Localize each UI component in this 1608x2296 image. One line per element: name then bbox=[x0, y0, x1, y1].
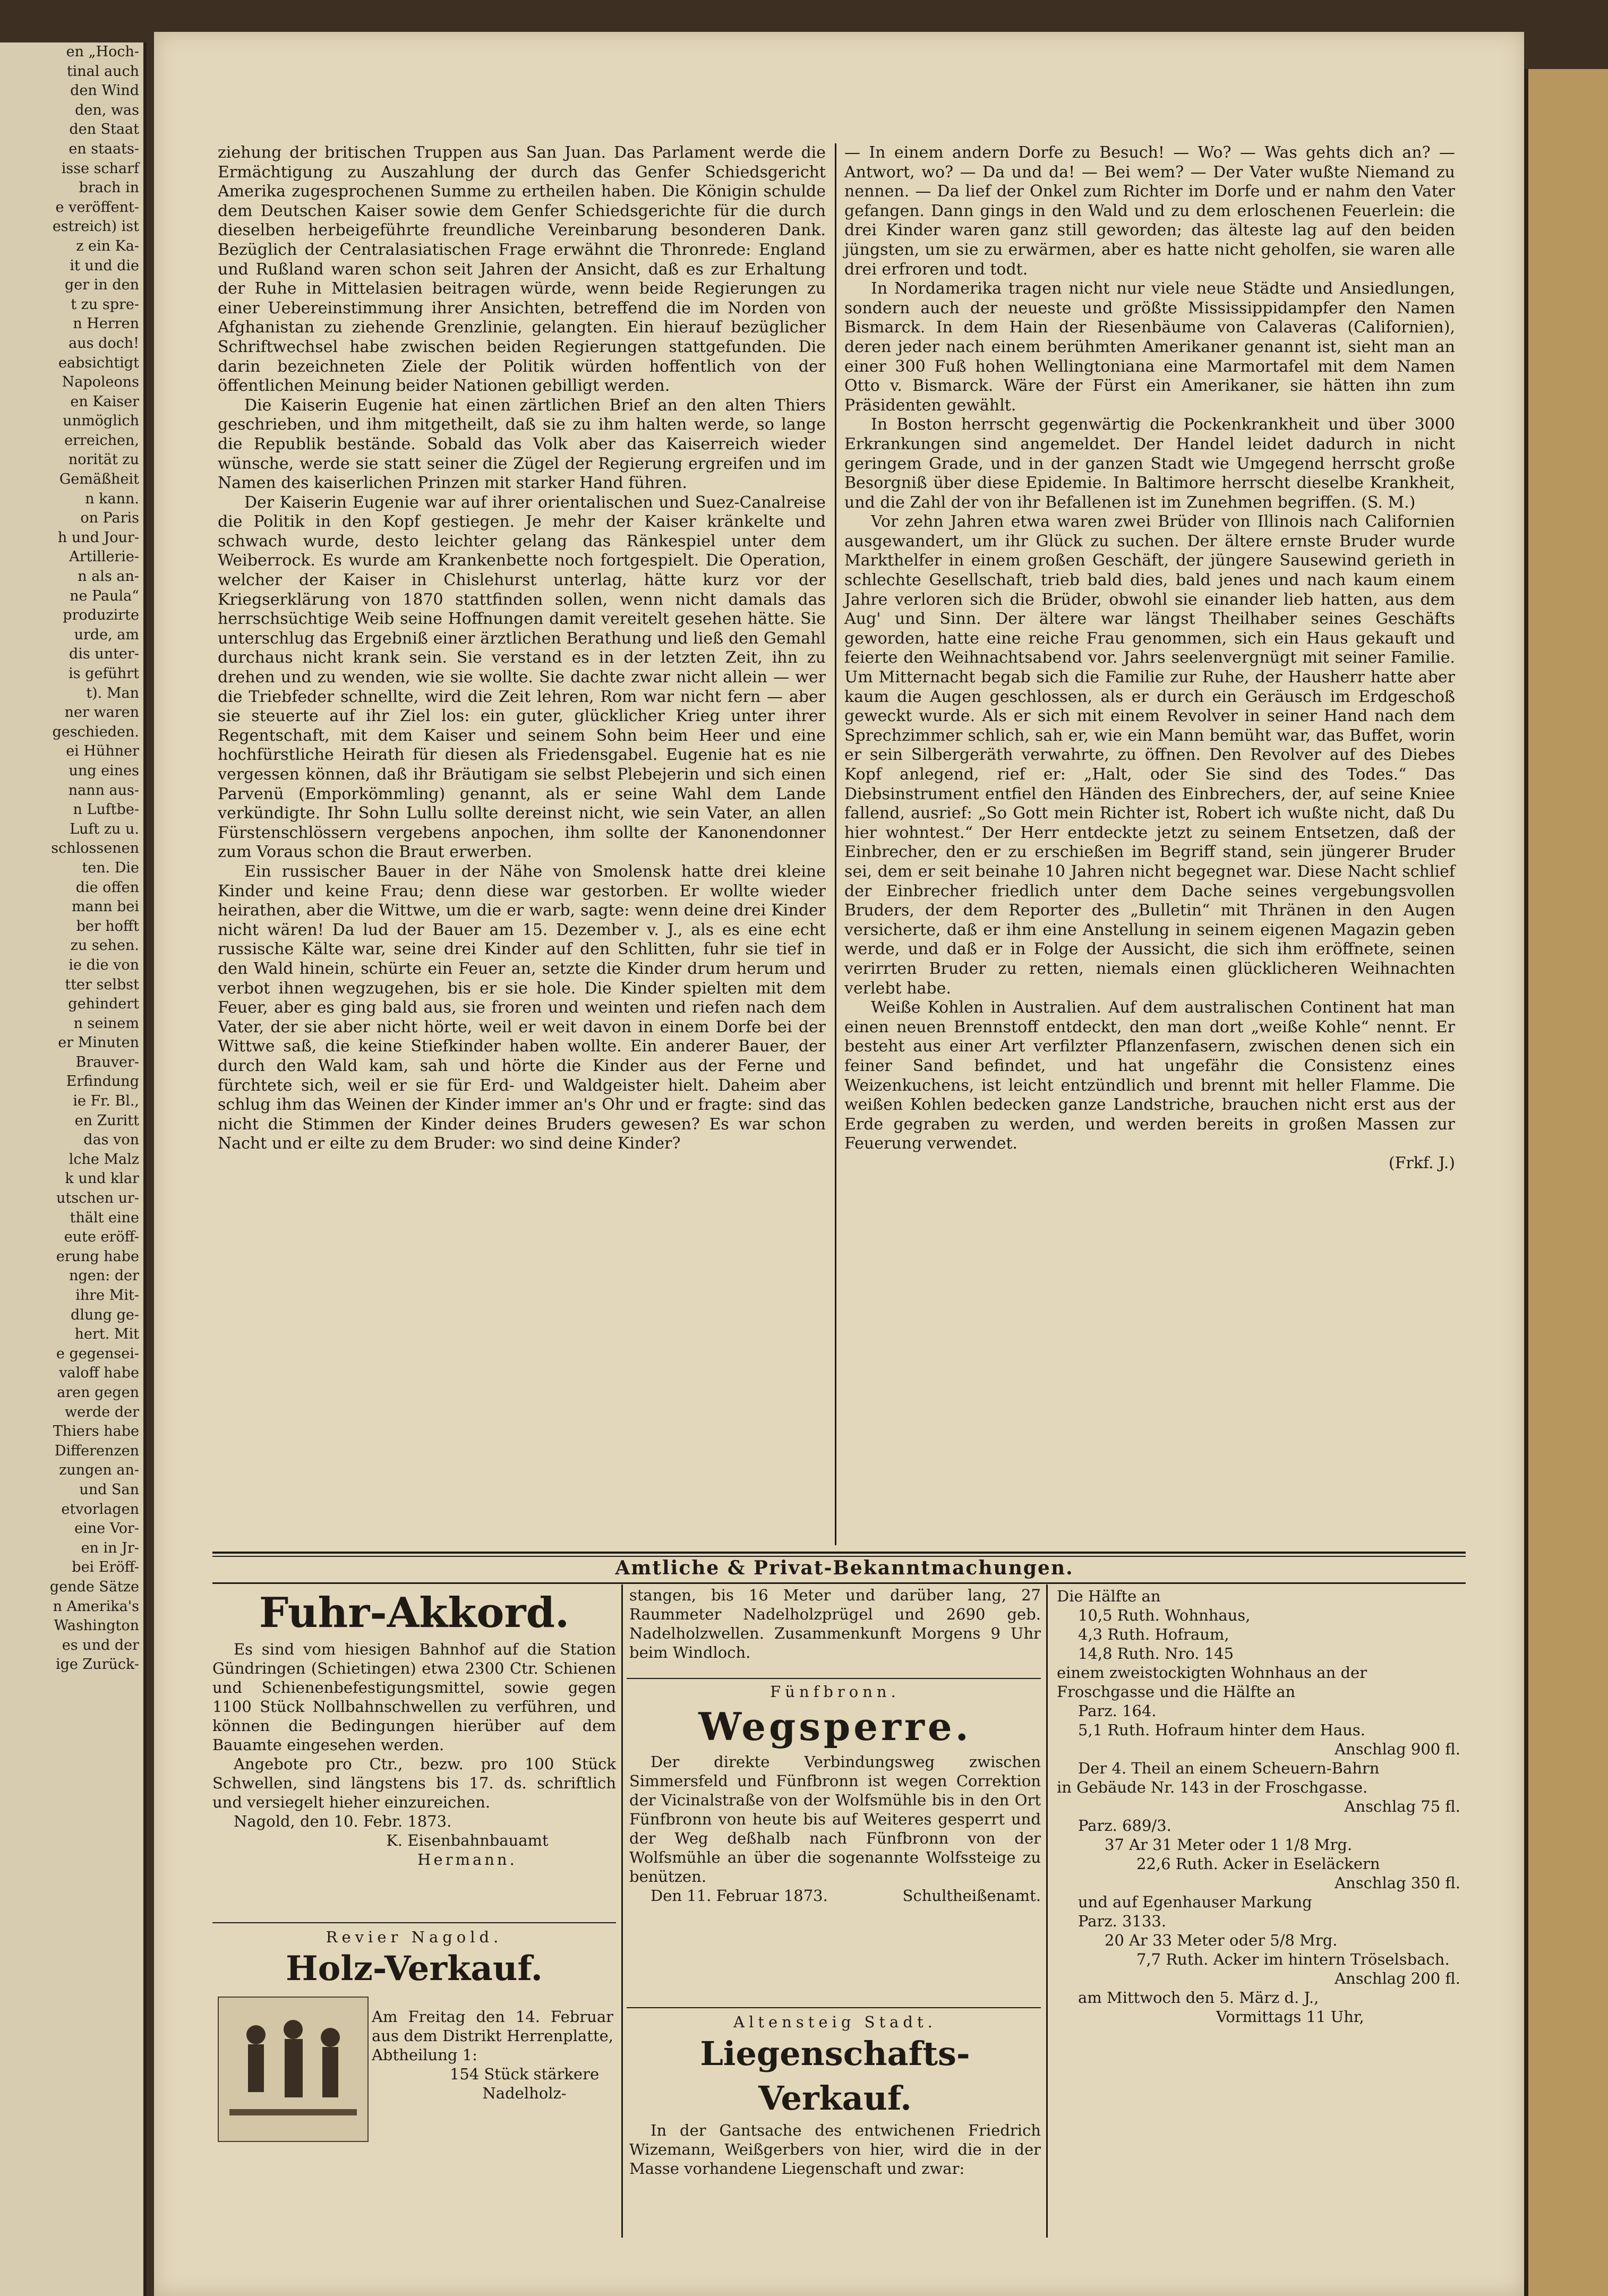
prev-page-line: n als an- bbox=[78, 568, 139, 585]
article-paragraph: Ein russischer Bauer in der Nähe von Smolensk hatte drei kleine Kinder und keine Frau; denn diese war gestorben. Er wollte wieder heirathen, aber die Wittwe, um die er warb, sagte: wenn deine drei Kinder nicht wären! Da lud der Bauer am 15. Dezember v. J., als es eine echt russische Kälte war, seine drei Kinder auf den Schlitten, fuhr sie tief in den Wald hinein, schürte ein Feuer an, setzte die Kinder drum herum und verbot ihnen wegzugehen, bis er sie hole. Die Kinder spielten mit dem Feuer, aber es ging bald aus, sie froren und weinten und riefen nach dem Vater, der sie aber nicht hörte, weil er weit davon in einem Dorfe bei der Wittwe saß, die keine Stiefkinder haben wollte. Ein anderer Bauer, der durch den Wald kam, sah und hörte die Kinder aus der Ferne und fürchtete sich, weil er sie für Erd- und Waldgeister hielt. Daheim aber schlug ihm das Weinen der Kinder immer an's Ohr und er fragte: sind das nicht die Stimmen der Kinder deines Bruders gewesen? Es war schon Nacht und er eilte zu dem Bruder: wo sind deine Kinder? bbox=[218, 862, 826, 1153]
prev-page-line: es und der bbox=[62, 1637, 139, 1654]
prev-page-line: ie die von bbox=[69, 956, 139, 973]
prev-page-line: schlossenen bbox=[51, 840, 139, 857]
ad-line: Parz. 164. bbox=[1078, 1702, 1157, 1720]
ad-liegenschaft-list bbox=[1057, 1587, 1460, 2026]
prev-page-line: die offen bbox=[75, 879, 139, 896]
prev-page-line: tinal auch bbox=[66, 63, 139, 80]
prev-page-line: Washington bbox=[54, 1617, 139, 1634]
prev-page-line: mann bei bbox=[72, 898, 139, 915]
ad-line: Anschlag 75 fl. bbox=[1344, 1797, 1460, 1815]
prev-page-line: eabsichtigt bbox=[58, 354, 139, 371]
figures-icon bbox=[219, 1998, 367, 2141]
prev-page-line: zu sehen. bbox=[70, 937, 139, 954]
prev-page-line: en Kaiser bbox=[70, 393, 139, 410]
ad-body: Angebote pro Ctr., bezw. pro 100 Stück Schwellen, sind längstens bis 17. ds. schriftlich und versiegelt hieher einzureichen. bbox=[212, 1755, 616, 1811]
ad-wegsperre bbox=[629, 1682, 1041, 1905]
prev-page-line: n seinem bbox=[73, 1015, 139, 1032]
prev-page-line: gehindert bbox=[68, 996, 139, 1013]
prev-page-line: Brauver- bbox=[75, 1053, 139, 1070]
ad-line: 7,7 Ruth. Acker im hintern Tröselsbach. bbox=[1136, 1950, 1450, 1968]
prev-page-line: und San bbox=[79, 1481, 139, 1498]
prev-page-line: gende Sätze bbox=[49, 1578, 139, 1595]
ad-column-rule bbox=[621, 1584, 623, 2238]
ad-body: Am Freitag den 14. Februar aus dem Distrikt Herrenplatte, Abtheilung 1: bbox=[372, 2008, 613, 2064]
prev-page-line: dis unter- bbox=[69, 646, 139, 663]
prev-page-line: it und die bbox=[70, 257, 139, 274]
ad-line: 5,1 Ruth. Hofraum hinter dem Haus. bbox=[1078, 1721, 1365, 1739]
prev-page-line: Artillerie- bbox=[69, 549, 139, 566]
prev-page-line: ngen: der bbox=[69, 1267, 139, 1284]
prev-page-line: werde der bbox=[64, 1403, 139, 1420]
prev-page-line: ten. Die bbox=[82, 859, 139, 876]
prev-page-line: n kann. bbox=[85, 490, 139, 507]
ad-line: Anschlag 200 fl. bbox=[1335, 1969, 1460, 1987]
prev-page-line: ner waren bbox=[64, 704, 139, 721]
prev-page-line: urde, am bbox=[74, 626, 139, 643]
article-signature: (Frkf. J.) bbox=[1388, 1153, 1455, 1172]
ad-line: Die Hälfte an bbox=[1057, 1587, 1161, 1605]
prev-page-line: tter selbst bbox=[65, 976, 139, 993]
prev-page-line: hert. Mit bbox=[74, 1326, 139, 1343]
prev-page-line: z ein Ka- bbox=[76, 237, 139, 254]
prev-page-line: ber hofft bbox=[76, 918, 139, 935]
ad-column-rule bbox=[1046, 1584, 1048, 2238]
ad-line: 4,3 Ruth. Hofraum, bbox=[1078, 1625, 1229, 1643]
ad-line: Froschgasse und die Hälfte an bbox=[1057, 1683, 1296, 1701]
ad-title: Holz-Verkauf. bbox=[286, 1949, 543, 1989]
prev-page-line: k und klar bbox=[65, 1170, 139, 1187]
ad-line: Vormittags 11 Uhr, bbox=[1216, 2008, 1364, 2026]
ad-title: Wegsperre. bbox=[698, 1704, 972, 1749]
ad-body: Der direkte Verbindungsweg zwischen Simmersfeld und Fünfbronn ist wegen Correktion der Vicinalstraße von der Wolfsmühle bis in den Ort Fünfbronn von heute bis auf Weiteres gesperrt und der Weg deßhalb nach Fünfbronn von der Wolfsmühle an über die sogenannte Wolfssteige zu benützen. bbox=[629, 1753, 1041, 1886]
prev-page-line: erreichen, bbox=[64, 432, 139, 449]
ad-title: Fuhr-Akkord. bbox=[259, 1589, 570, 1637]
prev-page-line: n Herren bbox=[73, 315, 139, 332]
prev-page-line: aren gegen bbox=[57, 1384, 139, 1401]
ad-line: 20 Ar 33 Meter oder 5/8 Mrg. bbox=[1105, 1931, 1338, 1949]
ad-date: Den 11. Februar 1873. bbox=[651, 1887, 828, 1905]
ad-place: Revier Nagold. bbox=[326, 1928, 503, 1946]
prev-page-line: norität zu bbox=[68, 451, 139, 468]
article-paragraph: In Nordamerika tragen nicht nur viele neue Städte und Ansiedlungen, sondern auch der neueste und größte Mississippidampfer den Namen Bismarck. In dem Hain der Riesenbäume von Calaveras (Californien), deren jeder nach einem berühmten Amerikaner genannt ist, sieht man an einer 300 Fuß hohen Wellingtoniana eine Marmortafel mit dem Namen Otto v. Bismarck. Wäre der Fürst ein Amerikaner, sie hätten ihn zum Präsidenten gewählt. bbox=[844, 279, 1455, 415]
article-paragraph: — In einem andern Dorfe zu Besuch! — Wo? — Was gehts dich an? — Antwort, wo? — Da und da! — Bei wem? — Der Vater wußte Niemand zu nennen. — Da lief der Onkel zum Richter im Dorfe und er nahm den Vater gefangen. Dann gings in den Wald und zu dem erloschenen Feuerlein: die drei Kinder waren ganz still geworden; das älteste lag auf den beiden jüngsten, um sie zu erwärmen, aber es hatte nicht geholfen, sie waren alle drei erfroren und todt. bbox=[844, 143, 1455, 279]
newspaper-page bbox=[154, 32, 1524, 2296]
prev-page-line: is geführt bbox=[69, 665, 139, 682]
column-left bbox=[218, 143, 826, 1154]
ad-divider bbox=[627, 2007, 1041, 2008]
article-paragraph: Der Kaiserin Eugenie war auf ihrer orientalischen und Suez-Canalreise die Politik in den Kopf gestiegen. Je mehr der Kaiser kränkelte und schwach wurde, desto leichter gelang das Ränkespiel unter dem Weiberrock. Es wurde am Krankenbette noch fortgespielt. Die Operation, welcher der Kaiser in Chislehurst unterlag, hätte kurz vor der Kriegserklärung von 1870 stattfinden sollen, wenn nicht damals das herrschsüchtige Weib seine Hoffnungen damit vereitelt gesehen hätte. Sie unterschlug das Ergebniß einer ärztlichen Berathung und ließ den Gemahl durchaus nicht krank sein. Sie verstand es in der letzten Zeit, ihn zu drehen und zu wenden, wie sie wollte. Sie dachte zwar nicht allein — wer die Triebfeder schnellte, wird die Zeit lehren, Rom war nicht fern — aber sie steuerte auf ihr Ziel los: ein guter, glücklicher Krieg unter ihrer Regentschaft, mit dem Kaiser und seinem Sohn beim Heer und eine hochfürstliche Heirath für diesen als Friedensgabel. Eugenie hat es nie vergessen können, daß ihr Bräutigam sie selbst Plebejerin und sich einen Parvenü (Emporkömmling) genannt, als er seine Wahl dem Lande verkündigte. Ihr Sohn Lullu sollte dereinst nicht, wie sein Vater, an allen Fürstenschlössern vergebens anpochen, ihm sollte der Kanonendonner zum Voraus schon die Braut erwerben. bbox=[218, 493, 826, 862]
prev-page-line: n Luftbe- bbox=[73, 801, 139, 818]
ad-liegenschaft bbox=[629, 2012, 1041, 2178]
ad-signature: Schultheißenamt. bbox=[902, 1887, 1041, 1905]
ad-place: Altensteig Stadt. bbox=[733, 2013, 937, 2031]
section-rule bbox=[212, 1552, 1466, 1554]
prev-page-line: en staats- bbox=[69, 140, 139, 157]
ad-line: 10,5 Ruth. Wohnhaus, bbox=[1078, 1606, 1251, 1624]
ad-line: Anschlag 900 fl. bbox=[1335, 1740, 1460, 1758]
woodcut-illustration bbox=[218, 1997, 369, 2142]
ad-body: stangen, bis 16 Meter und darüber lang, 27 Raummeter Nadelholzprügel und 2690 geb. Nadelholzwellen. Zusammenkunft Morgens 9 Uhr beim Windloch. bbox=[629, 1586, 1041, 1661]
prev-page-line: unmöglich bbox=[63, 413, 139, 430]
prev-page-line: brach in bbox=[79, 179, 139, 196]
prev-page-line: thält eine bbox=[70, 1209, 139, 1226]
article-paragraph: ziehung der britischen Truppen aus San Juan. Das Parlament werde die Ermächtigung zu Auszahlung der durch das Genfer Schiedsgericht Amerika zugesprochenen Summe zu ertheilen haben. Die Königin schulde dem Deutschen Kaiser sowie dem Genfer Schiedsgerichte für die durch dieselben herbeigeführte freundliche Vereinbarung besonderen Dank. Bezüglich der Centralasiatischen Frage erwähnt die Thronrede: England und Rußland waren schon seit Jahren der Ansicht, daß es zur Erhaltung der Ruhe in Mittelasien beitragen würde, wenn beide Regierungen zu einer Uebereinstimmung ihrer Ansichten, betreffend die im Norden von Afghanistan zu ziehende Grenzlinie, gelangten. Ein hierauf bezüglicher Schriftwechsel habe zwischen beiden Regierungen stattgefunden. Die darin bezeichneten Ziele der Politik würden hoffentlich von der öffentlichen Meinung beider Nationen gebilligt werden. bbox=[218, 143, 826, 396]
prev-page-line: h und Jour- bbox=[57, 529, 139, 546]
article-paragraph: Vor zehn Jahren etwa waren zwei Brüder von Illinois nach Californien ausgewandert, um ihr Glück zu suchen. Der ältere ernste Bruder wurde Markthelfer in einem großen Geschäft, der jüngere Sausewind gerieth in schlechte Gesellschaft, trieb bald dies, bald jenes und nach kaum einem Jahre verloren sich die Brüder, obwohl sie einander lieb hatten, aus dem Aug' und Sinn. Der ältere war längst Theilhaber seines Geschäfts geworden, hatte eine reiche Frau genommen, sich ein Haus gekauft und feierte den Weihnachtsabend vor. Jahrs seelenvergnügt mit seiner Familie. Um Mitternacht begab sich die Familie zur Ruhe, der Hausherr hatte aber kaum die Augen geschlossen, als er durch ein Geräusch im Erdgeschoß geweckt wurde. Als er sich mit einem Revolver in seiner Hand nach dem Sprechzimmer schlich, sah er, wie ein Mann bemüht war, das Buffet, worin er sein Silbergeräth verwahrte, zu öffnen. Den Revolver auf des Diebes Kopf anlegend, rief er: „Halt, oder Sie sind des Todes.“ Das Diebsinstrument entfiel den Händen des Einbrechers, der, auf seine Kniee fallend, ausrief: „So Gott mein Richter ist, Robert ich wußte nicht, daß Du hier wohntest.“ Der Herr entdeckte jetzt zu seinem Entsetzen, daß der Einbrecher, den er zu erschießen im Begriff stand, sein jüngerer Bruder sei, dem er seit beinahe 10 Jahren nicht begegnet war. Diese Nacht schlief der Einbrecher friedlich unter dem Dache seines vergebungsvollen Bruders, der dem Reporter des „Bulletin“ mit Thränen in den Augen versicherte, daß er ihm eine Anstellung in seinem eigenen Magazin geben werde, und daß er in Folge der Aussicht, die sich ihm eröffnete, seinen verirrten Bruder zu retten, niemals einen glücklicheren Weihnachten verlebt habe. bbox=[844, 512, 1455, 998]
prev-page-line: lche Malz bbox=[69, 1151, 139, 1168]
prev-page-line: n Amerika's bbox=[53, 1598, 139, 1615]
prev-page-line: valoff habe bbox=[59, 1365, 139, 1382]
prev-page-line: eine Vor- bbox=[74, 1520, 139, 1537]
previous-page-fragment bbox=[0, 42, 147, 2296]
prev-page-line: geschieden. bbox=[52, 723, 139, 740]
ad-footer bbox=[629, 1886, 1041, 1905]
prev-page-line: etvorlagen bbox=[61, 1501, 139, 1518]
prev-page-line: ei Hühner bbox=[66, 743, 139, 760]
ad-title: Liegenschafts-Verkauf. bbox=[700, 2034, 970, 2118]
prev-page-line: Napoleons bbox=[62, 374, 139, 391]
prev-page-line: Gemäßheit bbox=[59, 471, 139, 488]
ad-line: Parz. 689/3. bbox=[1078, 1817, 1171, 1835]
prev-page-line: ige Zurück- bbox=[55, 1656, 139, 1673]
prev-page-line: ihre Mit- bbox=[75, 1287, 139, 1304]
prev-page-line: e veröffent- bbox=[55, 199, 139, 216]
article-paragraph: Weiße Kohlen in Australien. Auf dem australischen Continent hat man einen neuen Brennstoff entdeckt, den man dort „weiße Kohle“ nennt. Er besteht aus einer Art verfilzter Pflanzenfasern, zwischen denen sich ein feiner Sand befindet, und hat ungefähr die Consistenz eines Weizenkuchens, ist leicht entzündlich und brennt mit heller Flamme. Die weißen Kohlen bedecken ganze Landstriche, brauchen nicht erst aus der Erde gegraben zu werden, und werden bereits in großen Massen zur Feuerung verwendet. bbox=[844, 998, 1455, 1153]
prev-page-line: erung habe bbox=[56, 1248, 139, 1265]
ad-line: Der 4. Theil an einem Scheuern-Bahrn bbox=[1078, 1759, 1380, 1777]
prev-page-line: isse scharf bbox=[61, 160, 139, 177]
prev-page-line: en Zuritt bbox=[74, 1112, 139, 1129]
ad-signature: Hermann. bbox=[417, 1850, 517, 1869]
prev-page-line: e gegensei- bbox=[56, 1345, 139, 1362]
ad-holz-body bbox=[372, 2007, 613, 2103]
prev-page-line: estreich) ist bbox=[52, 218, 139, 235]
ad-holz-continued bbox=[629, 1586, 1041, 1662]
prev-page-line: den Wind bbox=[70, 82, 139, 99]
prev-page-line: en in Jr- bbox=[81, 1539, 139, 1556]
ad-line: Parz. 3133. bbox=[1078, 1912, 1167, 1930]
prev-page-line: produzirte bbox=[63, 607, 139, 624]
ad-fuhr-akkord bbox=[212, 1587, 616, 1869]
section-heading: Amtliche & Privat-Bekanntmachungen. bbox=[615, 1557, 1074, 1579]
prev-page-line: nann aus- bbox=[68, 782, 139, 799]
prev-page-line: ie Fr. Bl., bbox=[73, 1093, 139, 1110]
section-heading-rule bbox=[212, 1582, 1466, 1584]
ad-divider bbox=[212, 1922, 616, 1923]
prev-page-line: Differenzen bbox=[54, 1442, 139, 1459]
ad-body: Es sind vom hiesigen Bahnhof auf die Station Gündringen (Schietingen) etwa 2300 Ctr. Schienen und Schienenbefestigungsmittel, sowie gegen 1100 Stück Nollbahnschwellen zu verführen, und können die Bedingungen hierüber auf dem Bauamte eingesehen werden. bbox=[212, 1640, 616, 1754]
ad-line: 37 Ar 31 Meter oder 1 1/8 Mrg. bbox=[1105, 1836, 1353, 1854]
prev-page-line: t zu spre- bbox=[71, 296, 139, 313]
ad-line: am Mittwoch den 5. März d. J., bbox=[1078, 1989, 1319, 2007]
ad-line: in Gebäude Nr. 143 in der Froschgasse. bbox=[1057, 1778, 1368, 1796]
ad-line: 14,8 Ruth. Nro. 145 bbox=[1078, 1644, 1234, 1663]
prev-page-line: den Staat bbox=[69, 121, 139, 138]
prev-page-line: dlung ge- bbox=[71, 1306, 139, 1323]
prev-page-line: Erfindung bbox=[66, 1073, 139, 1090]
prev-page-line: er Minuten bbox=[58, 1034, 139, 1051]
article-paragraph: In Boston herrscht gegenwärtig die Pockenkrankheit und über 3000 Erkrankungen sind angemeldet. Der Handel leidet dadurch in nicht geringem Grade, und in der ganzen Stadt wie Umgegend herrscht große Besorgniß über diese Epidemie. In Baltimore herrscht dieselbe Krankheit, und die Zahl der von ihr Befallenen ist im Zunehmen begriffen. (S. M.) bbox=[844, 415, 1455, 512]
prev-page-line: eute eröff- bbox=[64, 1229, 139, 1246]
prev-page-line: Luft zu u. bbox=[70, 820, 139, 837]
prev-page-line: ger in den bbox=[64, 277, 139, 294]
article-paragraph: Die Kaiserin Eugenie hat einen zärtlichen Brief an den alten Thiers geschrieben, und ihm mitgetheilt, daß sie zu ihm halten werde, so lange die Republik bestände. Sobald das Volk aber das Kaiserreich wieder wünsche, werde sie statt seiner die Zügel der Regierung ergreifen und im Namen des kaiserlichen Prinzen mit starker Hand führen. bbox=[218, 396, 826, 493]
prev-page-line: utschen ur- bbox=[56, 1190, 139, 1207]
ad-line: 22,6 Ruth. Acker in Eseläckern bbox=[1136, 1855, 1380, 1873]
ad-date: Nagold, den 10. Febr. 1873. bbox=[234, 1812, 452, 1830]
column-rule bbox=[835, 143, 836, 1545]
prev-page-line: zungen an- bbox=[59, 1462, 139, 1479]
prev-page-line: das von bbox=[83, 1132, 139, 1149]
column-right bbox=[844, 143, 1455, 1173]
ad-line: Anschlag 350 fl. bbox=[1335, 1874, 1460, 1892]
prev-page-line: en „Hoch- bbox=[66, 44, 139, 60]
prev-page-line: Thiers habe bbox=[53, 1423, 139, 1440]
ad-signature: K. Eisenbahnbauamt bbox=[386, 1831, 549, 1849]
ad-line: einem zweistockigten Wohnhaus an der bbox=[1057, 1664, 1367, 1682]
ad-body: 154 Stück stärkere Nadelholz- bbox=[449, 2065, 600, 2102]
ad-line: und auf Egenhauser Markung bbox=[1078, 1893, 1312, 1911]
ad-body: In der Gantsache des entwichenen Friedrich Wizemann, Weißgerbers von hier, wird die in der Masse vorhandene Liegenschaft und zwar: bbox=[629, 2121, 1041, 2178]
book-binding-edge bbox=[1524, 69, 1608, 2296]
prev-page-line: ne Paula“ bbox=[70, 587, 139, 604]
prev-page-line: aus doch! bbox=[69, 335, 139, 352]
prev-page-line: t). Man bbox=[86, 684, 139, 701]
prev-page-line: on Paris bbox=[80, 510, 139, 527]
ad-divider bbox=[627, 1678, 1041, 1679]
ad-holz-verkauf bbox=[212, 1927, 616, 1991]
prev-page-line: bei Eröff- bbox=[72, 1559, 139, 1576]
prev-page-line: ung eines bbox=[69, 762, 139, 779]
prev-page-line: den, was bbox=[75, 101, 139, 118]
ad-place: Fünfbronn. bbox=[770, 1683, 900, 1701]
